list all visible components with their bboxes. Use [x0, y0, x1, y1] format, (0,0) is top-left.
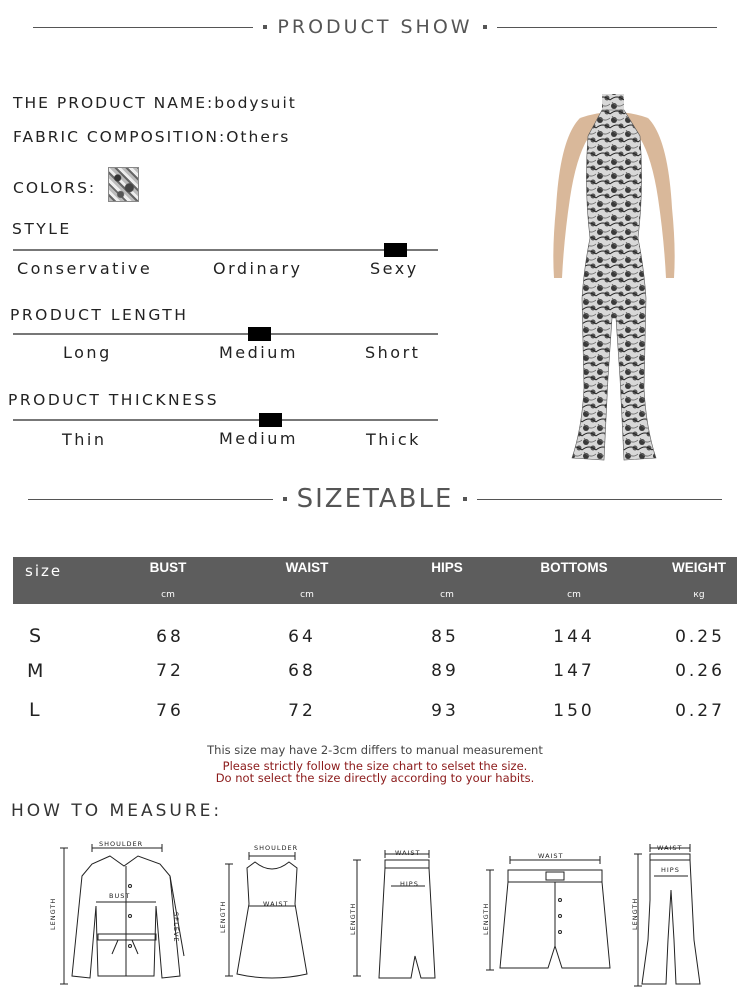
length-option-short: Short: [365, 343, 421, 362]
size-table-header: [13, 557, 737, 604]
bust-cell: 76: [156, 701, 184, 721]
jacket-length-label: LENGTH: [49, 897, 57, 930]
measurement-note: This size may have 2-3cm differs to manual measurement: [207, 743, 543, 757]
bust-cell: 68: [156, 627, 184, 647]
thickness-option-medium: Medium: [219, 429, 298, 448]
size-cell: L: [29, 699, 40, 721]
bottoms-cell: 144: [553, 627, 595, 647]
product-name: THE PRODUCT NAME:bodysuit: [13, 94, 297, 112]
thickness-title: PRODUCT THICKNESS: [8, 391, 220, 409]
pants-diagram: [628, 840, 708, 990]
bottoms-column-header: BOTTOMS: [540, 560, 608, 575]
thickness-option-thin: Thin: [62, 430, 107, 449]
style-marker: [384, 243, 407, 257]
thickness-marker: [259, 413, 282, 427]
size-column-header: size: [25, 562, 63, 580]
hips-cell: 89: [431, 661, 459, 681]
weight-column-header: WEIGHT: [672, 560, 726, 575]
fabric-composition: FABRIC COMPOSITION:Others: [13, 128, 291, 146]
divider-line: [33, 27, 253, 28]
bottoms-cell: 147: [553, 661, 595, 681]
pants-length-label: LENGTH: [631, 897, 639, 930]
jacket-bust-label: BUST: [109, 892, 131, 900]
weight-cell: 0.27: [675, 701, 725, 721]
product-photo-jumpsuit: [540, 88, 690, 468]
length-scale-line: [13, 333, 438, 335]
length-option-medium: Medium: [219, 343, 298, 362]
style-option-ordinary: Ordinary: [213, 259, 303, 278]
bust-column-header: BUST: [149, 560, 187, 575]
style-option-conservative: Conservative: [17, 259, 153, 278]
divider-line: [28, 499, 273, 500]
product-show-title: PRODUCT SHOW: [277, 16, 473, 38]
size-warning-1: Please strictly follow the size chart to selset the size.: [222, 759, 528, 773]
sizetable-title: SIZETABLE: [296, 484, 454, 514]
divider-line: [497, 27, 717, 28]
size-cell: M: [27, 660, 44, 682]
jacket-shoulder-label: SHOULDER: [99, 840, 144, 848]
divider-dot: [483, 25, 487, 29]
hips-column-header: HIPS: [431, 560, 463, 575]
length-marker: [248, 327, 271, 341]
waist-cell: 64: [288, 627, 316, 647]
shorts-waist-label: WAIST: [538, 852, 564, 860]
sizetable-heading: [0, 483, 750, 515]
shorts-length-label: LENGTH: [482, 902, 490, 935]
weight-cell: 0.25: [675, 627, 725, 647]
weight-cell: 0.26: [675, 661, 725, 681]
skirt-length-label: LENGTH: [349, 902, 357, 935]
style-title: STYLE: [12, 220, 72, 238]
waist-cell: 68: [288, 661, 316, 681]
dress-diagram: [215, 846, 315, 986]
pants-hips-label: HIPS: [661, 866, 680, 874]
skirt-waist-label: WAIST: [395, 849, 421, 857]
style-option-sexy: Sexy: [370, 259, 419, 278]
style-scale-line: [13, 249, 438, 251]
shorts-diagram: [478, 850, 618, 975]
size-cell: S: [29, 625, 42, 647]
waist-cell: 72: [288, 701, 316, 721]
how-to-measure-title: HOW TO MEASURE:: [11, 801, 223, 821]
thickness-option-thick: Thick: [366, 430, 421, 449]
divider-dot: [283, 497, 287, 501]
color-swatch-floral[interactable]: [108, 167, 139, 202]
size-warning-2: Do not select the size directly according to your habits.: [215, 771, 535, 785]
length-option-long: Long: [63, 343, 112, 362]
weight-unit: кg: [693, 590, 705, 600]
product-show-heading: [0, 14, 750, 40]
thickness-scale-line: [13, 419, 438, 421]
pants-waist-label: WAIST: [657, 844, 683, 852]
dress-shoulder-label: SHOULDER: [254, 844, 299, 852]
bottoms-cell: 150: [553, 701, 595, 721]
waist-unit: cm: [300, 590, 314, 600]
colors-label: COLORS:: [13, 179, 97, 197]
bust-unit: cm: [161, 590, 175, 600]
waist-column-header: WAIST: [285, 560, 329, 575]
length-title: PRODUCT LENGTH: [10, 306, 189, 324]
skirt-diagram: [345, 846, 445, 986]
bottoms-unit: cm: [567, 590, 581, 600]
dress-length-label: LENGTH: [219, 900, 227, 933]
divider-dot: [463, 497, 467, 501]
hips-cell: 85: [431, 627, 459, 647]
hips-cell: 93: [431, 701, 459, 721]
skirt-hips-label: HIPS: [400, 880, 419, 888]
divider-line: [477, 499, 722, 500]
jacket-sleeve-label: SELEVE: [172, 912, 180, 943]
hips-unit: cm: [440, 590, 454, 600]
divider-dot: [263, 25, 267, 29]
dress-waist-label: WAIST: [263, 900, 289, 908]
bust-cell: 72: [156, 661, 184, 681]
